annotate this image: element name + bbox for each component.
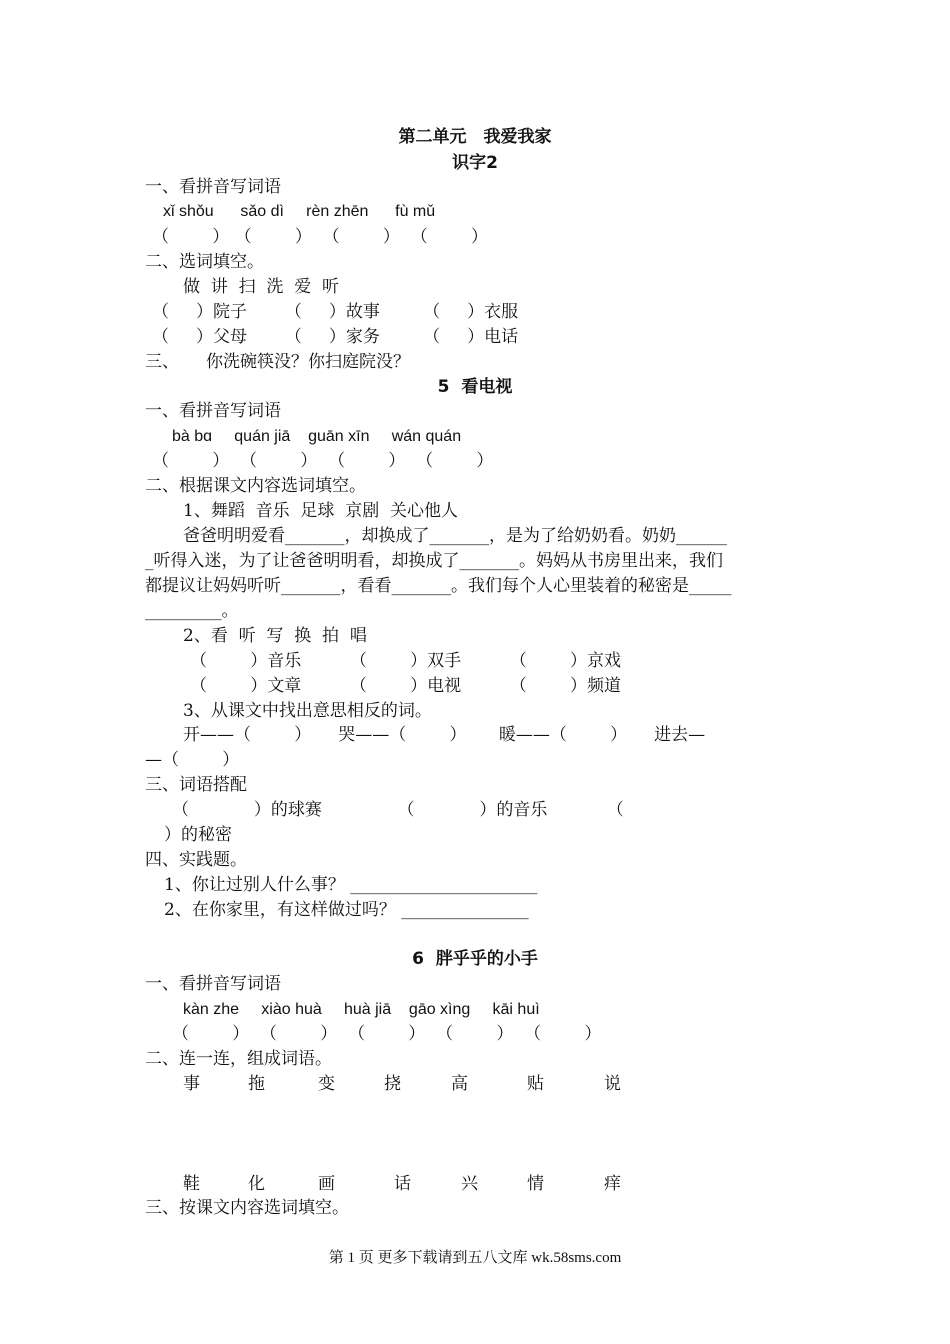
fill-row: （ ）音乐 （ ）双手 （ ）京戏	[190, 651, 621, 671]
question-line: 三、 你洗碗筷没？你扫庭院没？	[145, 352, 411, 372]
section-heading: 二、连一连，组成词语。	[145, 1049, 332, 1069]
antonym-line: —（ ）	[145, 750, 240, 770]
connect-top-char: 变	[318, 1074, 335, 1094]
question-line: 3、从课文中找出意思相反的词。	[183, 701, 432, 721]
connect-bottom-char: 化	[248, 1174, 265, 1194]
answer-blanks: （ ） （ ） （ ） （ ）	[152, 227, 488, 247]
connect-bottom-char: 鞋	[183, 1174, 200, 1194]
connect-top-char: 事	[183, 1074, 200, 1094]
unit-title: 第二单元 我爱我家	[398, 127, 552, 147]
fill-row: （ ）院子 （ ）故事 （ ）衣服	[152, 302, 519, 322]
section-heading: 四、实践题。	[145, 850, 247, 870]
match-line: ）的秘密	[164, 825, 232, 845]
connect-top-char: 贴	[527, 1074, 544, 1094]
section-heading: 一、看拼音写词语	[145, 974, 281, 994]
connect-top-char: 挠	[384, 1074, 401, 1094]
word-bank: 1、舞蹈 音乐 足球 京剧 关心他人	[183, 501, 459, 521]
antonym-line: 开——（ ） 哭——（ ） 暖——（ ） 进去—	[183, 725, 706, 745]
connect-top-char: 拖	[248, 1074, 265, 1094]
pinyin-line: kàn zhe xiào huà huà jiā gāo xìng kāi huì	[183, 1001, 540, 1018]
match-line: （ ）的球赛 （ ）的音乐 （	[172, 800, 624, 820]
answer-blanks: （ ） （ ） （ ） （ ） （ ）	[172, 1024, 602, 1044]
connect-bottom-char: 痒	[604, 1174, 621, 1194]
passage-line: 都提议让妈妈听听_______，看看_______。我们每个人心里装着的秘密是_____	[145, 576, 732, 596]
fill-row: （ ）父母 （ ）家务 （ ）电话	[152, 327, 519, 347]
page-footer: 第 1 页 更多下载请到五八文库 wk.58sms.com	[328, 1250, 622, 1266]
passage-line: _________。	[145, 601, 239, 621]
connect-bottom-char: 画	[318, 1174, 335, 1194]
word-bank: 2、看 听 写 换 拍 唱	[183, 626, 367, 646]
section-heading: 三、词语搭配	[145, 775, 247, 795]
practice-question: 1、你让过别人什么事？ ______________________	[164, 875, 538, 895]
connect-top-char: 说	[604, 1074, 621, 1094]
word-bank: 做 讲 扫 洗 爱 听	[183, 277, 340, 297]
answer-blanks: （ ） （ ） （ ） （ ）	[152, 451, 494, 471]
lesson-title-5: 5 看电视	[437, 377, 513, 397]
passage-line: _听得入迷，为了让爸爸明明看，却换成了_______。妈妈从书房里出来，我们	[145, 551, 723, 571]
section-heading: 二、选词填空。	[145, 252, 264, 272]
section-heading: 一、看拼音写词语	[145, 401, 281, 421]
section-heading: 二、根据课文内容选词填空。	[145, 476, 366, 496]
section-heading: 三、按课文内容选词填空。	[145, 1198, 349, 1218]
fill-row: （ ）文章 （ ）电视 （ ）频道	[190, 676, 621, 696]
practice-question: 2、在你家里，有这样做过吗？ _______________	[164, 900, 529, 920]
pinyin-line: bà bɑ quán jiā guān xīn wán quán	[172, 428, 462, 445]
connect-bottom-char: 话	[394, 1174, 411, 1194]
section-heading: 一、看拼音写词语	[145, 177, 281, 197]
passage-line: 爸爸明明爱看_______，却换成了_______，是为了给奶奶看。奶奶______	[183, 526, 727, 546]
lesson-title-6: 6 胖乎乎的小手	[412, 949, 538, 969]
connect-bottom-char: 兴	[461, 1174, 478, 1194]
connect-bottom-char: 情	[527, 1174, 544, 1194]
pinyin-line: xǐ shǒu sǎo dì rèn zhēn fù mǔ	[163, 203, 436, 220]
section-title-shizi2: 识字2	[452, 153, 498, 173]
connect-top-char: 高	[451, 1074, 468, 1094]
